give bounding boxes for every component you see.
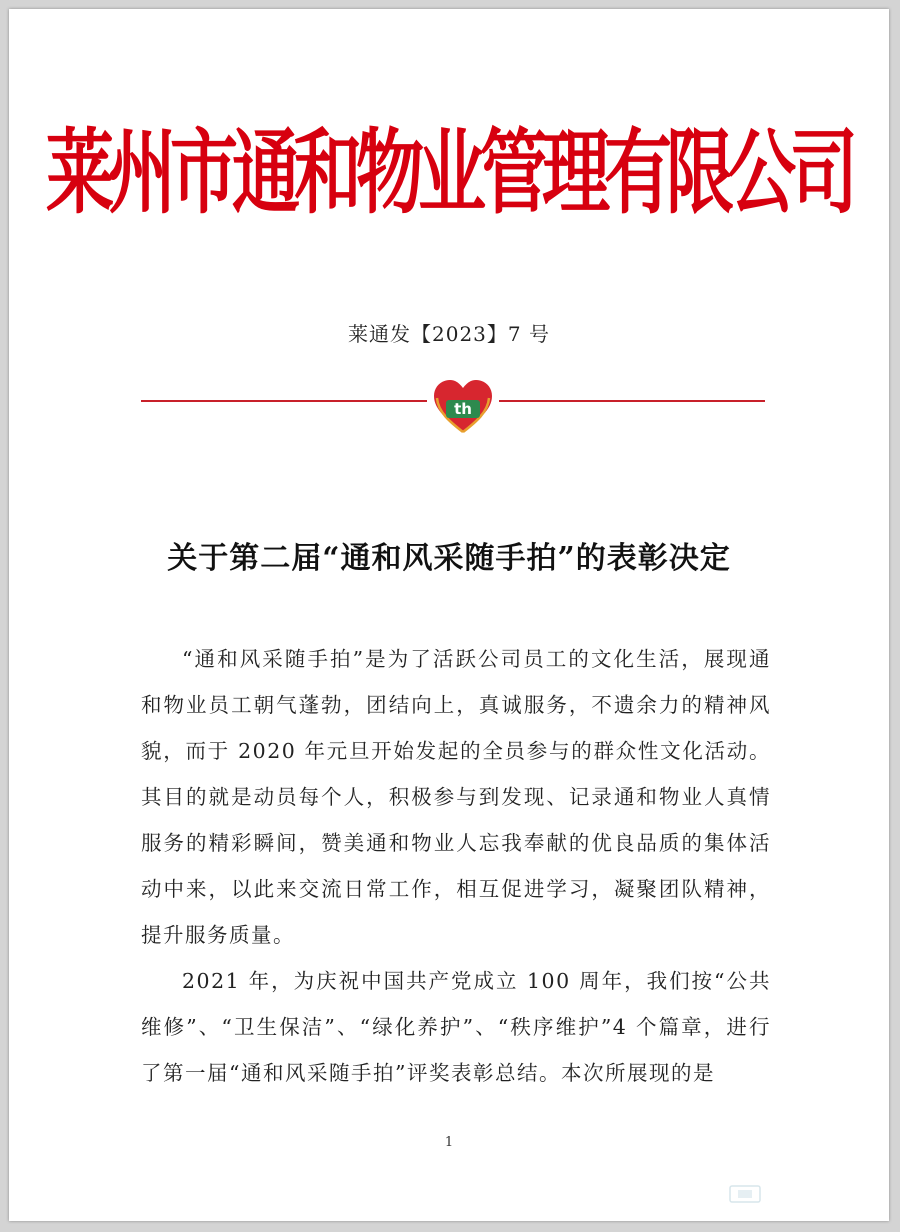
document-page xyxy=(9,9,889,1221)
svg-text:th: th xyxy=(454,400,472,418)
watermark-logo-icon xyxy=(728,1182,762,1206)
body-paragraph-2: 2021 年，为庆祝中国共产党成立 100 周年，我们按“公共维修”、“卫生保洁”、“绿化养护”、“秩序维护”4 个篇章，进行了第一届“通和风采随手拍”评奖表彰总结。本次所展现的是 xyxy=(141,969,771,1085)
document-body xyxy=(141,636,771,1096)
page-number: 1 xyxy=(444,1135,454,1150)
document-title: 关于第二届“通和风采随手拍”的表彰决定 xyxy=(167,541,731,576)
red-divider-right xyxy=(499,400,765,402)
document-number: 莱通发【2023】7 号 xyxy=(348,322,550,346)
red-divider-left xyxy=(141,400,427,402)
company-logo-heart-icon xyxy=(428,376,498,436)
letterhead-company-name: 莱州市通和物业管理有限公司 xyxy=(45,120,852,228)
body-paragraph-1: “通和风采随手拍”是为了活跃公司员工的文化生活，展现通和物业员工朝气蓬勃，团结向上，真诚服务，不遗余力的精神风貌，而于 2020 年元旦开始发起的全员参与的群众性文化活动。其目的就是动员每个人，积极参与到发现、记录通和物业人真情服务的精彩瞬间，赞美通和物业人忘我奉献的优良品质的集体活动中来，以此来交流日常工作，相互促进学习，凝聚团队精神，提升服务质量。 xyxy=(141,647,771,947)
